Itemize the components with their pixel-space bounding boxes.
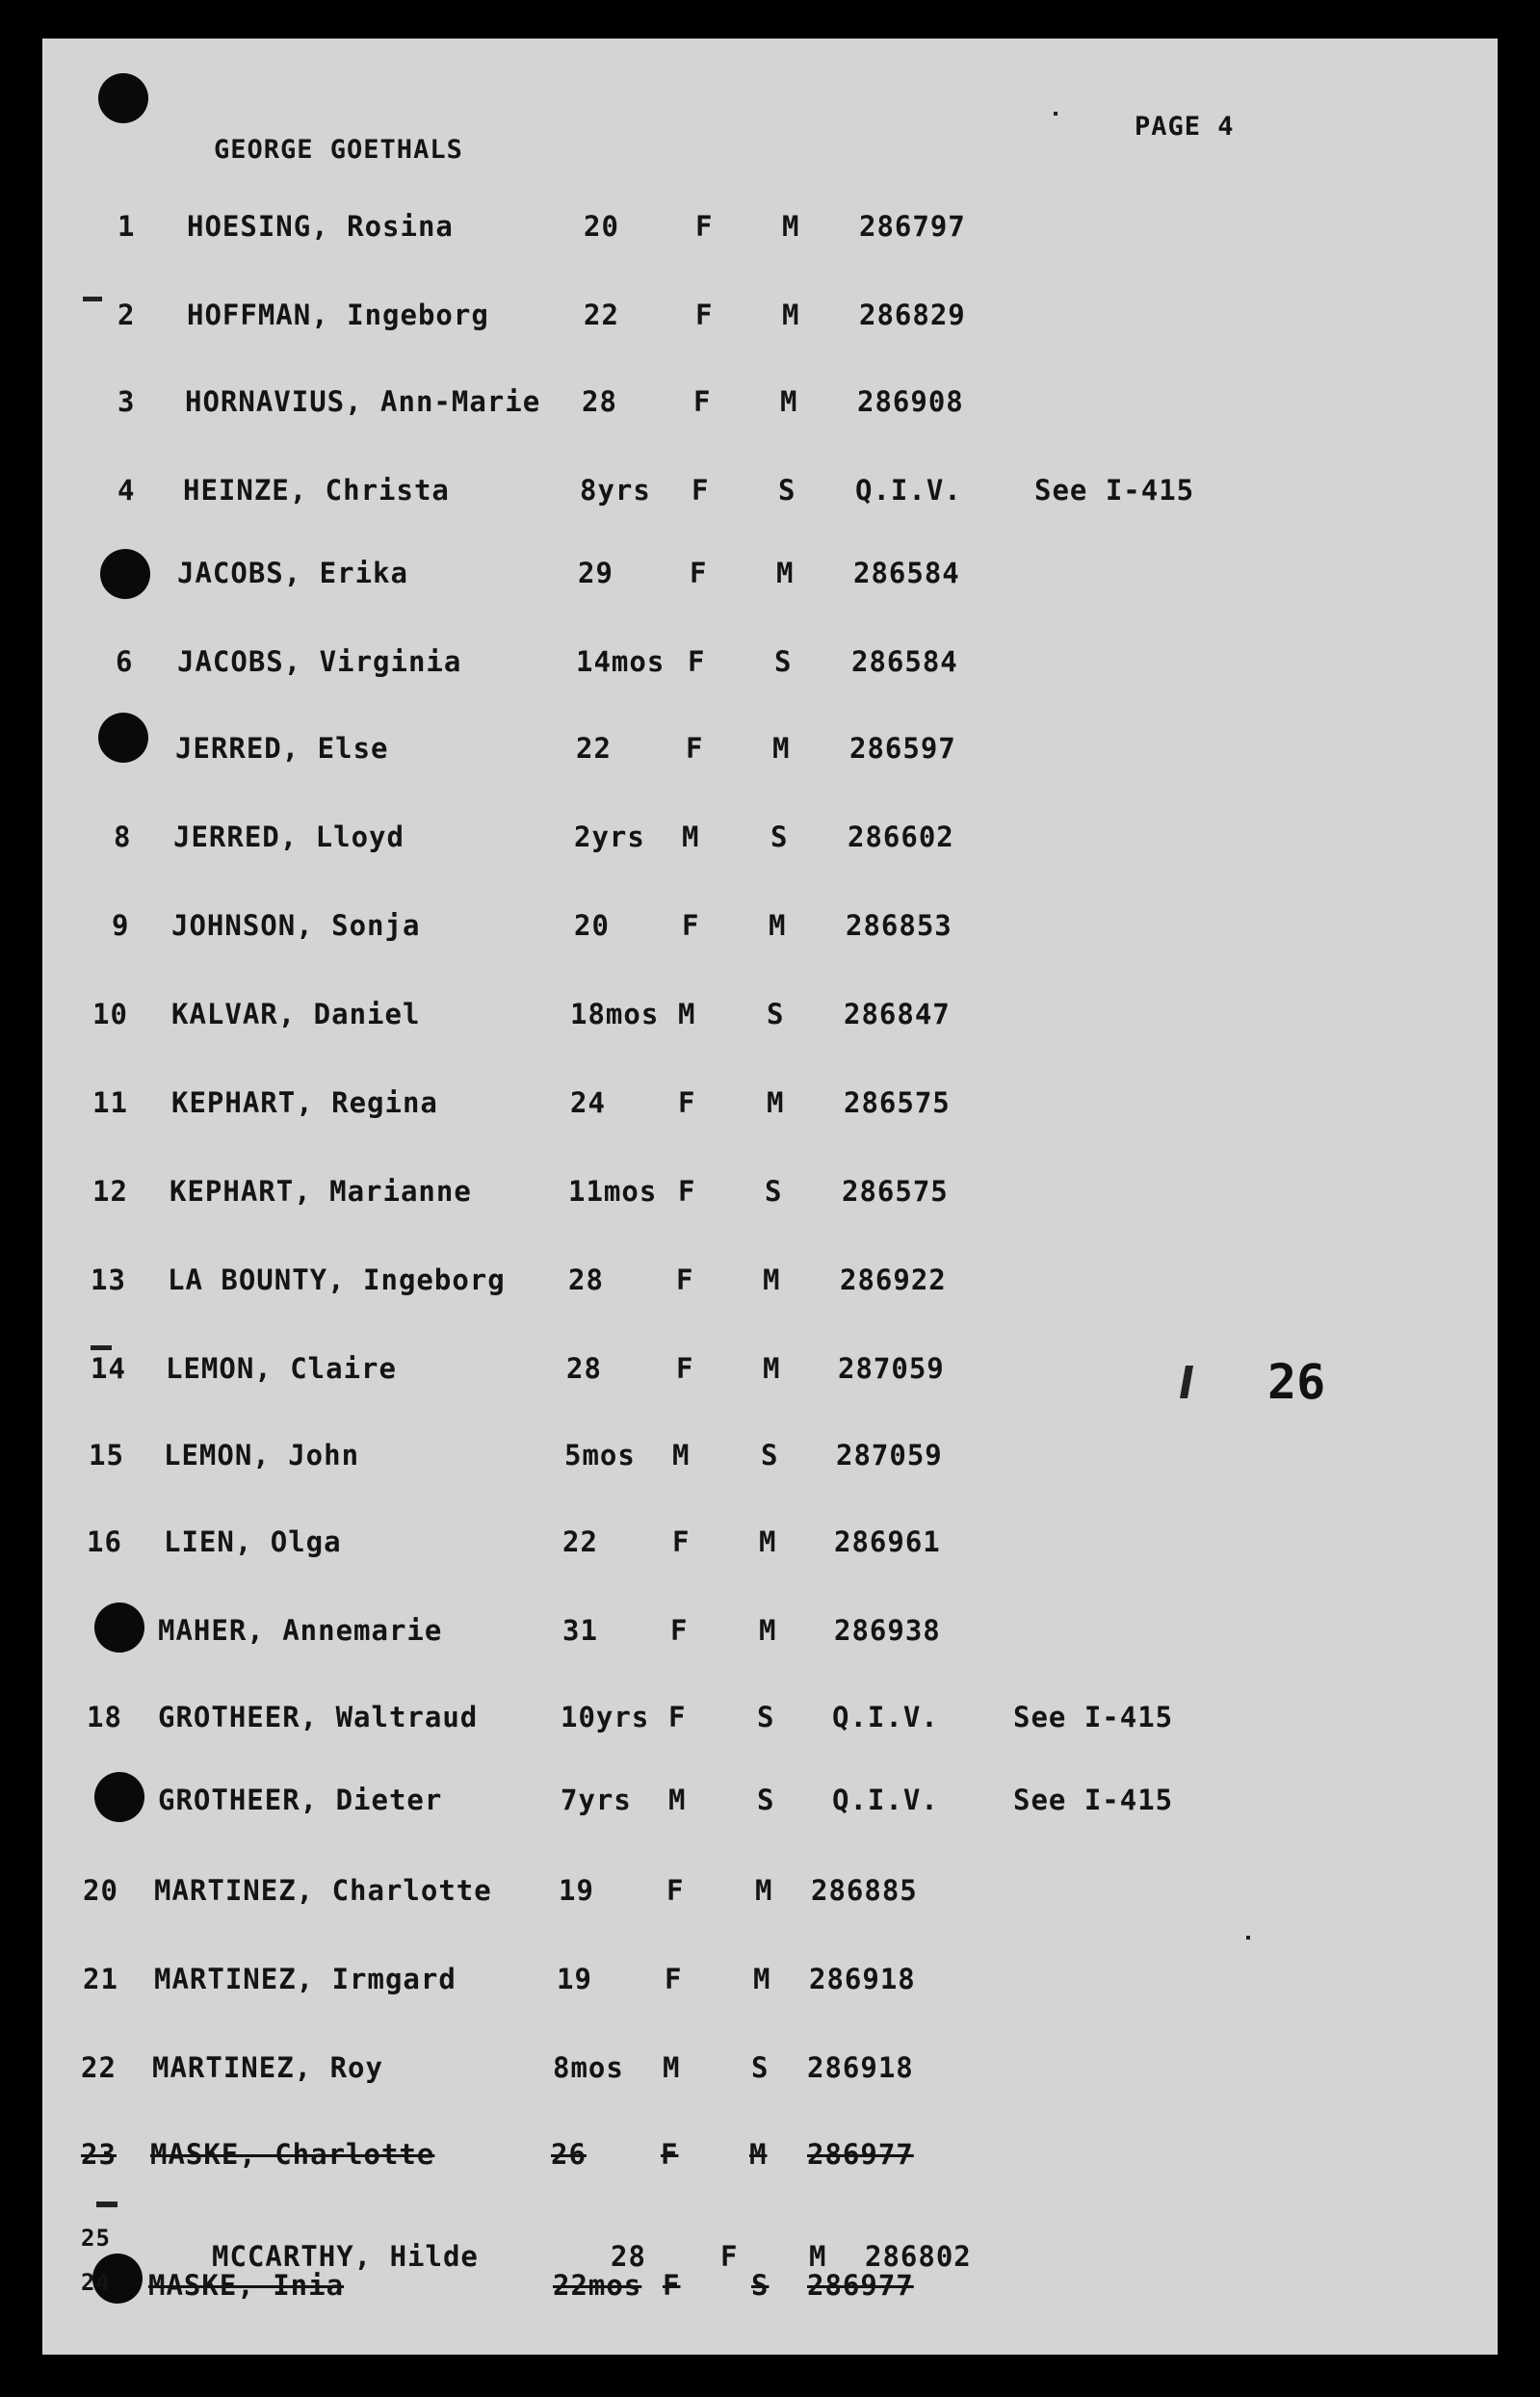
marital-status: S [770, 821, 789, 853]
id-number: 286797 [859, 210, 966, 243]
person-name: KEPHART, Regina [171, 1086, 438, 1119]
row-number: 8 [114, 821, 132, 853]
page-label: PAGE 4 [1135, 112, 1235, 142]
row-number: 18 [87, 1701, 122, 1733]
age: 2yrs [574, 821, 645, 853]
ink-speck [1246, 1936, 1250, 1940]
person-name: LA BOUNTY, Ingeborg [168, 1264, 506, 1296]
marital-status: S [751, 2269, 770, 2302]
note: See I-415 [1034, 474, 1195, 507]
row-number: 11 [92, 1086, 128, 1119]
person-name: GROTHEER, Dieter [158, 1784, 443, 1816]
table-row [42, 1264, 1498, 1312]
age: 28 [566, 1352, 602, 1385]
id-number: 286597 [849, 732, 956, 765]
person-name: MARTINEZ, Roy [152, 2051, 383, 2084]
sex: F [670, 1614, 689, 1647]
marital-status: S [751, 2051, 770, 2084]
age: 8yrs [580, 474, 651, 507]
id-number: 286938 [834, 1614, 941, 1647]
person-name: KALVAR, Daniel [171, 998, 421, 1030]
person-name: HOFFMAN, Ingeborg [187, 299, 489, 331]
row-number: 6 [116, 645, 134, 678]
table-row [42, 1439, 1498, 1487]
marital-status: S [757, 1784, 775, 1816]
row-number: 15 [89, 1439, 124, 1472]
row-number: 20 [83, 1874, 118, 1907]
margin-mark: 26 [1267, 1354, 1326, 1410]
person-name: MAHER, Annemarie [158, 1614, 443, 1647]
marital-status: M [767, 1086, 785, 1119]
age: 10yrs [561, 1701, 650, 1733]
marital-status: M [809, 2240, 827, 2273]
age: 19 [559, 1874, 594, 1907]
sex: M [663, 2051, 681, 2084]
sex: M [668, 1784, 687, 1816]
sex: F [676, 1352, 694, 1385]
age: 31 [562, 1614, 598, 1647]
row-number: 16 [87, 1525, 122, 1558]
age: 28 [568, 1264, 604, 1296]
id-number: 286584 [853, 557, 960, 589]
age: 5mos [564, 1439, 636, 1472]
person-name: LEMON, Claire [166, 1352, 397, 1385]
id-number: Q.I.V. [832, 1701, 939, 1733]
sex: F [692, 474, 710, 507]
marital-status: M [769, 909, 787, 942]
table-row [42, 909, 1498, 957]
id-number: 286802 [865, 2240, 972, 2273]
marital-status: M [782, 210, 800, 243]
row-number: 14 [91, 1352, 126, 1385]
sex: F [661, 2138, 679, 2171]
marital-status: M [753, 1963, 771, 1995]
id-number: Q.I.V. [855, 474, 962, 507]
id-number: 286847 [844, 998, 951, 1030]
age: 26 [551, 2138, 587, 2171]
sex: M [672, 1439, 691, 1472]
punch-hole [98, 73, 148, 123]
person-name: MASKE, Charlotte [150, 2138, 435, 2171]
row-number: 24 [81, 2269, 111, 2296]
id-number: 286961 [834, 1525, 941, 1558]
table-row [42, 732, 1498, 780]
sex: F [686, 732, 704, 765]
row-number: 25 [81, 2225, 111, 2252]
table-row [42, 821, 1498, 869]
row-number: 12 [92, 1175, 128, 1208]
marital-status: M [772, 732, 791, 765]
table-row [42, 998, 1498, 1046]
marital-status: M [782, 299, 800, 331]
id-number: 286885 [811, 1874, 918, 1907]
marital-status: S [757, 1701, 775, 1733]
marital-status: S [774, 645, 793, 678]
age: 18mos [570, 998, 660, 1030]
person-name: MARTINEZ, Irmgard [154, 1963, 457, 1995]
sex: F [678, 1175, 696, 1208]
row-number: 4 [117, 474, 136, 507]
person-name: LEMON, John [164, 1439, 360, 1472]
person-name: GROTHEER, Waltraud [158, 1701, 479, 1733]
id-number: 286853 [846, 909, 953, 942]
person-name: JOHNSON, Sonja [171, 909, 421, 942]
age: 8mos [553, 2051, 624, 2084]
id-number: 286575 [844, 1086, 951, 1119]
row-number: 13 [91, 1264, 126, 1296]
table-row [42, 385, 1498, 433]
row-number: 9 [112, 909, 130, 942]
person-name: JERRED, Else [175, 732, 389, 765]
age: 22 [584, 299, 619, 331]
table-row [42, 1175, 1498, 1223]
marital-status: S [765, 1175, 783, 1208]
sex: F [666, 1874, 685, 1907]
person-name: HOESING, Rosina [187, 210, 454, 243]
table-row [42, 210, 1498, 258]
sex: F [720, 2240, 739, 2273]
sex: F [676, 1264, 694, 1296]
id-number: 286584 [851, 645, 958, 678]
row-number: 21 [83, 1963, 118, 1995]
id-number: 286575 [842, 1175, 949, 1208]
row-number: 22 [81, 2051, 117, 2084]
id-number: Q.I.V. [832, 1784, 939, 1816]
ink-speck [91, 1345, 112, 1350]
id-number: 286829 [859, 299, 966, 331]
table-row [42, 1874, 1498, 1922]
sex: F [672, 1525, 691, 1558]
sex: F [693, 385, 712, 418]
age: 20 [574, 909, 610, 942]
marital-status: M [755, 1874, 773, 1907]
document-title: GEORGE GOETHALS [214, 135, 463, 165]
ink-speck [1054, 112, 1057, 116]
table-row-struck [42, 2269, 1498, 2317]
marital-status: M [776, 557, 795, 589]
person-name: MCCARTHY, Hilde [212, 2240, 479, 2273]
id-number: 286908 [857, 385, 964, 418]
sex: F [682, 909, 700, 942]
person-name: KEPHART, Marianne [170, 1175, 472, 1208]
id-number: 286977 [807, 2138, 914, 2171]
marital-status: M [749, 2138, 768, 2171]
marital-status: M [759, 1614, 777, 1647]
sex: F [695, 299, 714, 331]
age: 28 [611, 2240, 646, 2273]
person-name: JACOBS, Virginia [177, 645, 462, 678]
marital-status: M [780, 385, 798, 418]
sex: F [695, 210, 714, 243]
table-row-struck [42, 2138, 1498, 2186]
table-row [42, 557, 1498, 605]
sex: F [668, 1701, 687, 1733]
table-row [42, 1086, 1498, 1134]
table-row [42, 1614, 1498, 1662]
id-number: 286918 [807, 2051, 914, 2084]
age: 19 [557, 1963, 592, 1995]
age: 29 [578, 557, 613, 589]
marital-status: S [778, 474, 796, 507]
table-row [42, 1525, 1498, 1574]
sex: M [682, 821, 700, 853]
person-name: JACOBS, Erika [177, 557, 408, 589]
table-row [42, 299, 1498, 347]
person-name: LIEN, Olga [164, 1525, 342, 1558]
sex: F [688, 645, 706, 678]
table-row [42, 1784, 1498, 1832]
row-number: 23 [81, 2138, 117, 2171]
age: 11mos [568, 1175, 658, 1208]
marital-status: S [761, 1439, 779, 1472]
sex: F [665, 1963, 683, 1995]
person-name: JERRED, Lloyd [173, 821, 405, 853]
note: See I-415 [1013, 1784, 1174, 1816]
id-number: 286922 [840, 1264, 947, 1296]
document-page [42, 39, 1498, 2355]
id-number: 286977 [807, 2269, 914, 2302]
sex: M [678, 998, 696, 1030]
id-number: 286918 [809, 1963, 916, 1995]
age: 24 [570, 1086, 606, 1119]
table-row [42, 2051, 1498, 2099]
age: 22 [576, 732, 612, 765]
age: 20 [584, 210, 619, 243]
marital-status: M [763, 1264, 781, 1296]
person-name: MARTINEZ, Charlotte [154, 1874, 492, 1907]
table-row [42, 1701, 1498, 1749]
age: 7yrs [561, 1784, 632, 1816]
person-name: HORNAVIUS, Ann-Marie [185, 385, 541, 418]
row-number: 1 [117, 210, 136, 243]
id-number: 287059 [836, 1439, 943, 1472]
row-number: 2 [117, 299, 136, 331]
sex: F [690, 557, 708, 589]
age: 22mos [553, 2269, 642, 2302]
marital-status: M [759, 1525, 777, 1558]
person-name: MASKE, Inia [148, 2269, 345, 2302]
ink-speck [96, 2202, 117, 2207]
table-row [42, 645, 1498, 693]
note: See I-415 [1013, 1701, 1174, 1733]
marital-status: M [763, 1352, 781, 1385]
sex: F [678, 1086, 696, 1119]
id-number: 287059 [838, 1352, 945, 1385]
id-number: 286602 [848, 821, 954, 853]
person-name: HEINZE, Christa [183, 474, 450, 507]
age: 14mos [576, 645, 666, 678]
table-row [42, 474, 1498, 522]
age: 22 [562, 1525, 598, 1558]
sex: F [663, 2269, 681, 2302]
row-number: 3 [117, 385, 136, 418]
marital-status: S [767, 998, 785, 1030]
age: 28 [582, 385, 617, 418]
table-row [42, 1963, 1498, 2011]
row-number: 10 [92, 998, 128, 1030]
